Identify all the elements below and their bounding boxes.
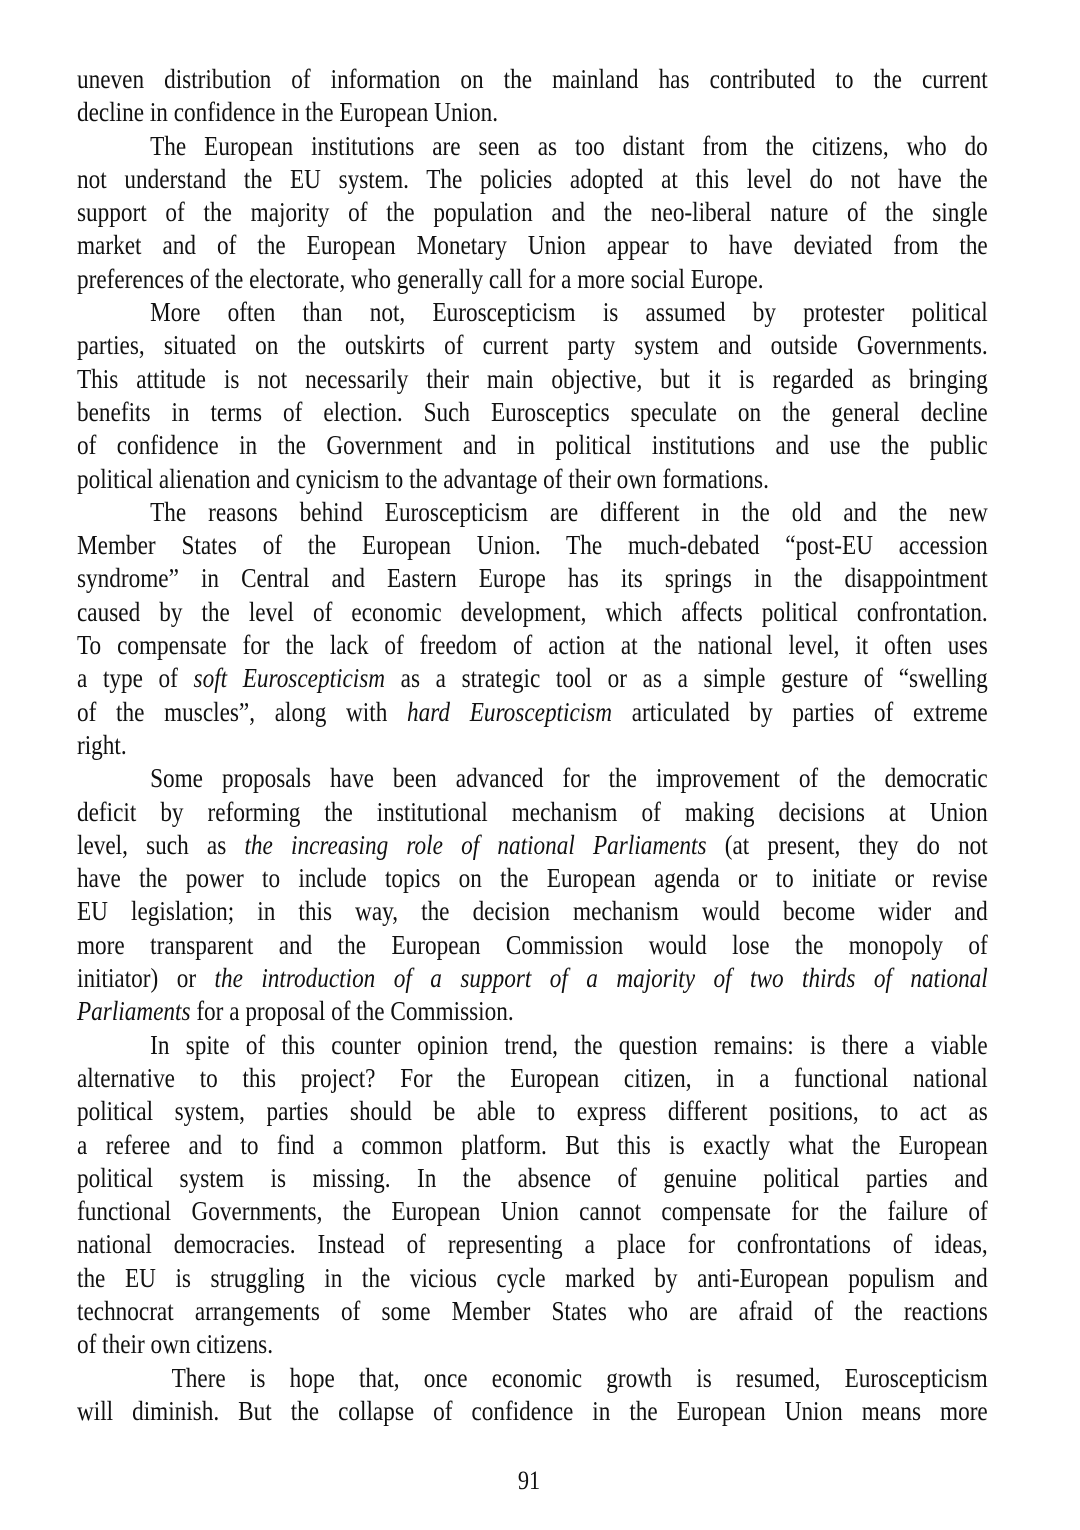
text-line-content: political system, parties should be able to express different positions, to act as <box>77 1096 988 1127</box>
text-line-content: the EU is struggling in the vicious cycle marked by anti-European populism and <box>77 1262 988 1293</box>
text-line <box>77 63 988 96</box>
body-text <box>77 63 988 1428</box>
text-line-content: support of the majority of the population and the neo-liberal nature of the single <box>77 197 988 228</box>
text-line <box>77 196 988 229</box>
document-page <box>77 63 988 1428</box>
text-line-content: political system is missing. In the absence of genuine political parties and <box>77 1162 988 1193</box>
paragraph <box>77 130 988 296</box>
text-line <box>77 1129 988 1162</box>
text-line-content: caused by the level of economic development, which affects political confrontation. <box>77 596 988 627</box>
text-line <box>77 962 988 995</box>
text-line <box>77 629 988 662</box>
text-line-content: More often than not, Euroscepticism is assumed by protester political <box>150 297 988 328</box>
text-line-content: national democracies. Instead of representing a place for confrontations of ideas, <box>77 1229 988 1260</box>
text-line <box>77 596 988 629</box>
text-line <box>77 1195 988 1228</box>
text-line-content: technocrat arrangements of some Member States who are afraid of the reactions <box>77 1295 988 1326</box>
text-line-content: of confidence in the Government and in political institutions and use the public <box>77 430 988 461</box>
text-line <box>77 263 988 296</box>
text-line <box>77 1062 988 1095</box>
text-line <box>77 130 988 163</box>
text-line-content: uneven distribution of information on the mainland has contributed to the current <box>77 64 988 94</box>
paragraph <box>77 496 988 762</box>
page-number <box>0 1466 1058 1496</box>
text-line <box>77 296 988 329</box>
text-segment: for a proposal of the Commission. <box>190 996 514 1027</box>
text-line-content: alternative to this project? For the European citizen, in a functional national <box>77 1062 988 1093</box>
italic-phrase: the introduction of a support of a majority of two thirds of national <box>214 963 988 994</box>
text-line-content <box>77 829 988 862</box>
text-line-content: have the power to include topics on the European agenda or to initiate or revise <box>77 863 988 894</box>
text-line-content: EU legislation; in this way, the decision mechanism would become wider and <box>77 896 988 927</box>
italic-phrase: the increasing role of national Parliaments <box>244 829 707 860</box>
text-line-content: This attitude is not necessarily their main objective, but it is regarded as bringing <box>77 363 988 394</box>
text-line <box>77 796 988 829</box>
text-line <box>77 1095 988 1128</box>
text-line-content: of their own citizens. <box>77 1329 274 1360</box>
text-line <box>77 496 988 529</box>
text-line-content: To compensate for the lack of freedom of action at the national level, it often uses <box>77 630 988 661</box>
text-line-content: more transparent and the European Commission would lose the monopoly of <box>77 929 988 960</box>
text-line <box>77 829 988 862</box>
italic-phrase: hard Euroscepticism <box>407 696 613 727</box>
text-segment: as a strategic tool or as a simple gesture of “swelling <box>385 663 988 694</box>
text-line <box>77 1362 988 1395</box>
text-line-content: Some proposals have been advanced for the improvement of the democratic <box>150 763 988 794</box>
text-line-content: The reasons behind Euroscepticism are different in the old and the new <box>150 496 988 527</box>
text-line <box>77 396 988 429</box>
text-line-content: will diminish. But the collapse of confidence in the European Union means more <box>77 1395 988 1426</box>
paragraph <box>77 63 988 130</box>
text-line <box>77 762 988 795</box>
text-line <box>77 429 988 462</box>
text-line-content: political alienation and cynicism to the advantage of their own formations. <box>77 463 769 494</box>
text-line <box>77 1262 988 1295</box>
page-number-label: 91 <box>517 1466 541 1495</box>
text-line <box>77 529 988 562</box>
italic-phrase: soft Euroscepticism <box>193 663 386 694</box>
text-line-content: not understand the EU system. The policies adopted at this level do not have the <box>77 163 988 194</box>
text-line <box>77 1328 988 1361</box>
text-line-content: There is hope that, once economic growth is resumed, Euroscepticism <box>171 1362 988 1393</box>
paragraph <box>77 762 988 1028</box>
text-line <box>77 363 988 396</box>
text-line-content: In spite of this counter opinion trend, the question remains: is there a viable <box>150 1029 988 1060</box>
text-segment: initiator) or <box>77 963 215 994</box>
italic-phrase: Parliaments <box>77 996 191 1027</box>
text-line <box>77 163 988 196</box>
paragraph <box>77 1362 988 1429</box>
text-line-content <box>77 962 988 995</box>
text-line <box>77 862 988 895</box>
text-segment: of the muscles”, along with <box>77 696 408 727</box>
paragraph <box>77 296 988 496</box>
text-line-content: right. <box>77 729 127 760</box>
text-line <box>77 1395 988 1428</box>
text-line-content: syndrome” in Central and Eastern Europe has its springs in the disappointment <box>77 563 988 594</box>
text-line <box>77 929 988 962</box>
text-line <box>77 1162 988 1195</box>
text-line-content: deficit by reforming the institutional mechanism of making decisions at Union <box>77 796 988 827</box>
text-line-content: market and of the European Monetary Union appear to have deviated from the <box>77 230 988 261</box>
text-line-content: Member States of the European Union. The much-debated “post-EU accession <box>77 530 988 561</box>
text-line <box>77 1295 988 1328</box>
text-segment: (at present, they do not <box>706 829 988 860</box>
text-line <box>77 96 988 129</box>
text-line-content: decline in confidence in the European Union. <box>77 97 499 128</box>
text-line <box>77 662 988 695</box>
text-line-content <box>77 662 988 695</box>
text-line <box>77 696 988 729</box>
text-line <box>77 329 988 362</box>
text-line-content: The European institutions are seen as too distant from the citizens, who do <box>150 130 988 161</box>
text-line <box>77 229 988 262</box>
text-line <box>77 895 988 928</box>
paragraph <box>77 1029 988 1362</box>
text-line-content: functional Governments, the European Union cannot compensate for the failure of <box>77 1196 988 1227</box>
text-segment: level, such as <box>77 829 245 860</box>
text-line-content: benefits in terms of election. Such Eurosceptics speculate on the general decline <box>77 396 988 427</box>
text-line-content <box>77 995 514 1028</box>
text-line <box>77 995 988 1028</box>
text-line <box>77 1029 988 1062</box>
text-line <box>77 1228 988 1261</box>
text-line <box>77 729 988 762</box>
text-line <box>77 562 988 595</box>
text-line <box>77 463 988 496</box>
text-segment: a type of <box>77 663 194 694</box>
text-line-content <box>77 696 988 729</box>
text-line-content: a referee and to find a common platform. But this is exactly what the European <box>77 1129 988 1160</box>
text-line-content: parties, situated on the outskirts of current party system and outside Governments. <box>77 330 988 361</box>
text-line-content: preferences of the electorate, who generally call for a more social Europe. <box>77 263 764 294</box>
text-segment: articulated by parties of extreme <box>612 696 988 727</box>
